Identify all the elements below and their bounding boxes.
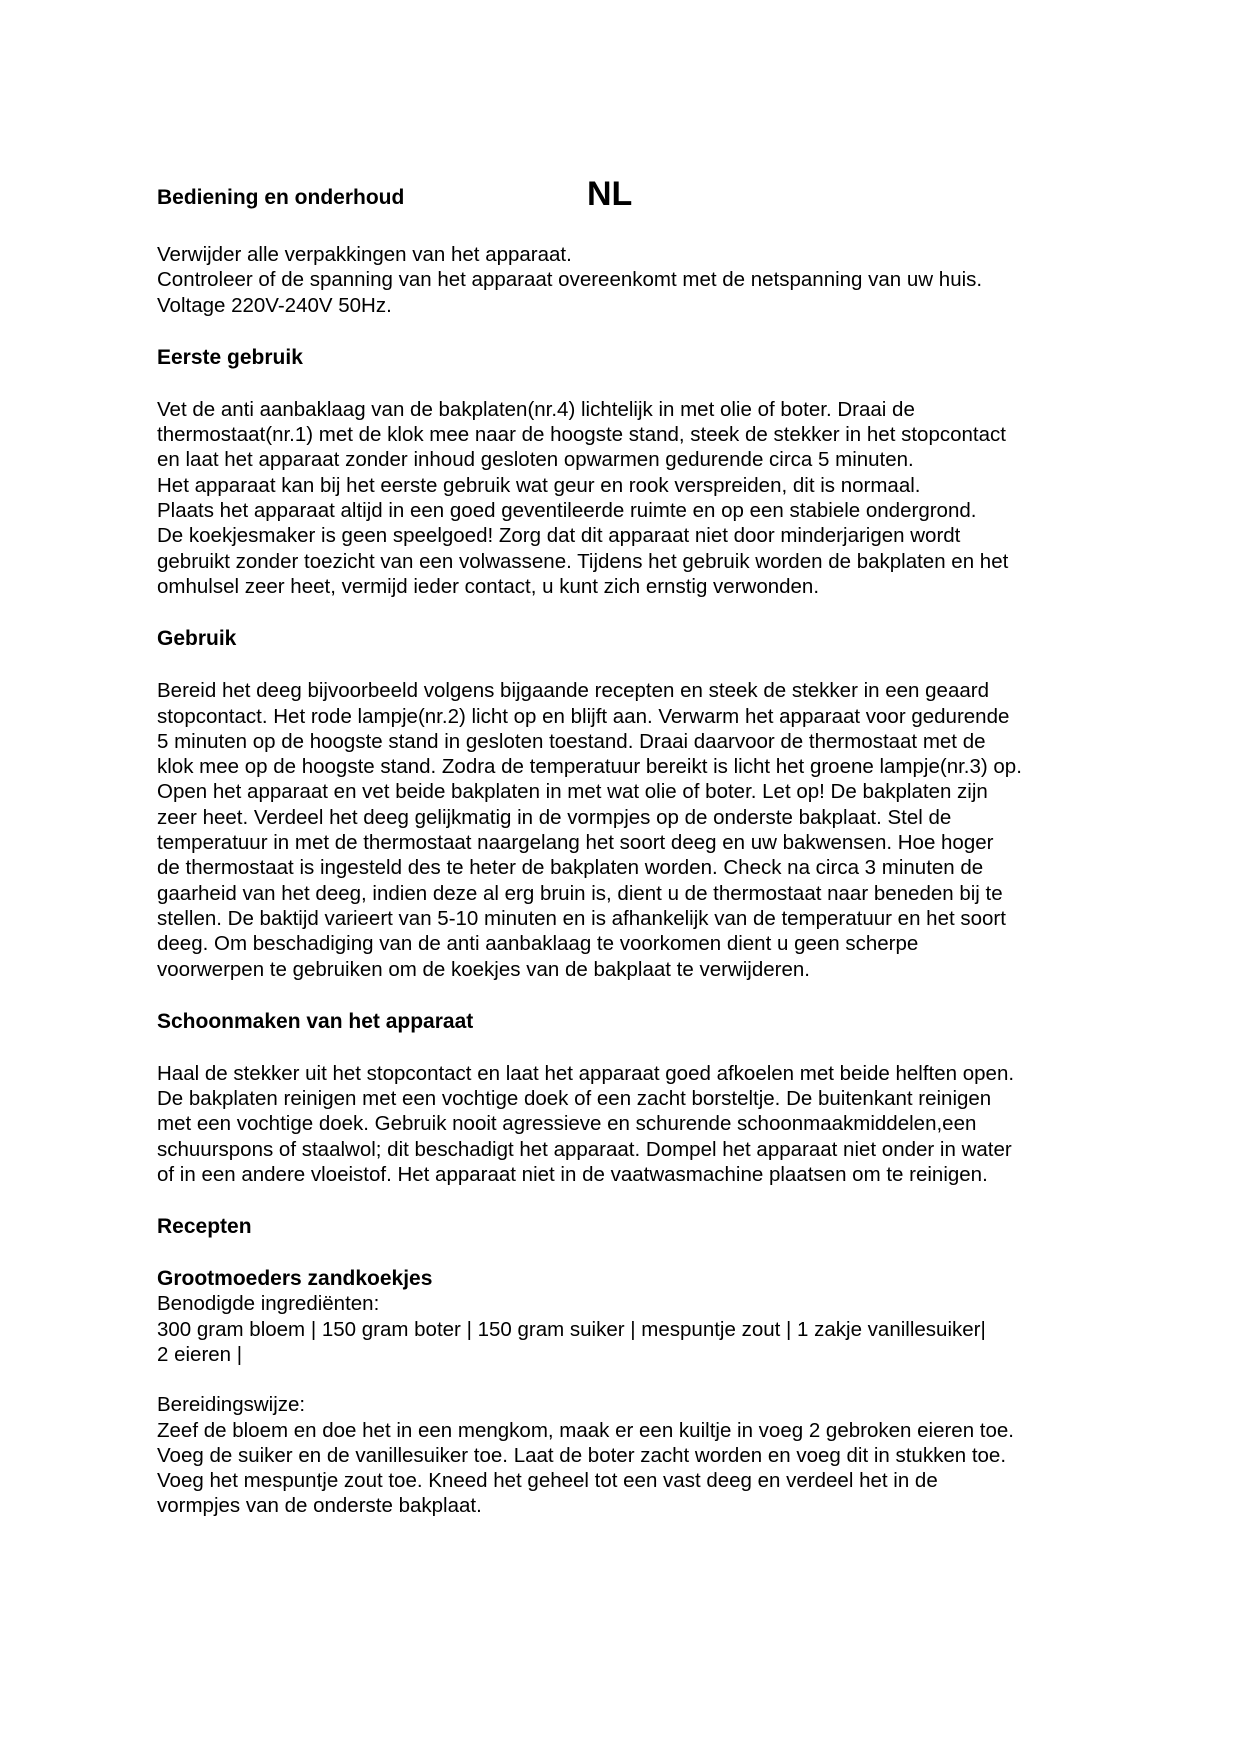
ingredients-label: Benodigde ingrediënten: xyxy=(157,1292,380,1316)
intro-line: Voltage 220V-240V 50Hz. xyxy=(157,293,392,317)
paragraph-line: omhulsel zeer heet, vermijd ieder contact, u kunt zich ernstig verwonden. xyxy=(157,574,820,598)
method-line: Voeg de suiker en de vanillesuiker toe. Laat de boter zacht worden en voeg dit in stukken toe. xyxy=(157,1443,1007,1467)
paragraph-line: temperatuur in met de thermostaat naargelang het soort deeg en uw bakwensen. Hoe hoger xyxy=(157,831,994,855)
paragraph-line: Haal de stekker uit het stopcontact en laat het apparaat goed afkoelen met beide helften open. xyxy=(157,1061,1015,1085)
method-line: Voeg het mespuntje zout toe. Kneed het geheel tot een vast deeg en verdeel het in de xyxy=(157,1469,938,1493)
paragraph-line: klok mee op de hoogste stand. Zodra de temperatuur bereikt is licht het groene lampje(nr.3) op. xyxy=(157,755,1022,779)
paragraph-line: zeer heet. Verdeel het deeg gelijkmatig in de vormpjes op de onderste bakplaat. Stel de xyxy=(157,805,952,829)
paragraph-line: voorwerpen te gebruiken om de koekjes van de bakplaat te verwijderen. xyxy=(157,957,810,981)
paragraph-line: gaarheid van het deeg, indien deze al erg bruin is, dient u de thermostaat naar beneden bij te xyxy=(157,881,1003,905)
recipe-section xyxy=(157,1266,1117,1518)
section-heading-gebruik: Gebruik xyxy=(157,627,237,651)
paragraph-line: thermostaat(nr.1) met de klok mee naar de hoogste stand, steek de stekker in het stopcontact xyxy=(157,423,1006,447)
intro-line: Verwijder alle verpakkingen van het apparaat. xyxy=(157,243,572,266)
ingredients-line: 300 gram bloem | 150 gram boter | 150 gram suiker | mespuntje zout | 1 zakje vanillesuiker| xyxy=(157,1317,986,1341)
paragraph-line: Het apparaat kan bij het eerste gebruik wat geur en rook verspreiden, dit is normaal. xyxy=(157,473,921,497)
language-code: NL xyxy=(587,175,633,213)
paragraph-line: 5 minuten op de hoogste stand in gesloten toestand. Draai daarvoor de thermostaat met de xyxy=(157,729,986,753)
eerste-gebruik-section xyxy=(157,397,1117,599)
paragraph-line: Vet de anti aanbaklaag van de bakplaten(nr.4) lichtelijk in met olie of boter. Draai de xyxy=(157,397,915,421)
method-line: Zeef de bloem en doe het in een mengkom, maak er een kuiltje in voeg 2 gebroken eieren toe. xyxy=(157,1418,1014,1442)
recipe-title: Grootmoeders zandkoekjes xyxy=(157,1267,433,1291)
schoonmaken-section xyxy=(157,1061,1117,1187)
paragraph-line: Bereid het deeg bijvoorbeeld volgens bijgaande recepten en steek de stekker in een geaard xyxy=(157,679,989,703)
paragraph-line: en laat het apparaat zonder inhoud gesloten opwarmen gedurende circa 5 minuten. xyxy=(157,448,914,472)
method-line: vormpjes van de onderste bakplaat. xyxy=(157,1494,482,1518)
paragraph-line: de thermostaat is ingesteld des te heter de bakplaten worden. Check na circa 3 minuten de xyxy=(157,856,984,880)
gebruik-section xyxy=(157,678,1117,982)
ingredients-line: 2 eieren | xyxy=(157,1342,243,1366)
section-heading-eerste-gebruik: Eerste gebruik xyxy=(157,345,303,369)
intro-line: Controleer of de spanning van het apparaat overeenkomt met de netspanning van uw huis. xyxy=(157,268,983,292)
paragraph-line: met een vochtige doek. Gebruik nooit agressieve en schurende schoonmaakmiddelen,een xyxy=(157,1112,977,1136)
page-title: Bediening en onderhoud xyxy=(157,186,405,209)
paragraph-line: Open het apparaat en vet beide bakplaten in met wat olie of boter. Let op! De bakplaten zijn xyxy=(157,780,988,804)
method-label: Bereidingswijze: xyxy=(157,1393,306,1417)
paragraph-line: Plaats het apparaat altijd in een goed geventileerde ruimte en op een stabiele ondergrond. xyxy=(157,499,977,523)
document-body xyxy=(157,242,1117,1519)
paragraph-line: stopcontact. Het rode lampje(nr.2) licht op en blijft aan. Verwarm het apparaat voor gedurende xyxy=(157,704,1010,728)
paragraph-line: of in een andere vloeistof. Het apparaat niet in de vaatwasmachine plaatsen om te reinigen. xyxy=(157,1163,988,1187)
page-header xyxy=(157,175,857,228)
section-heading-recepten: Recepten xyxy=(157,1215,252,1239)
section-heading-schoonmaken: Schoonmaken van het apparaat xyxy=(157,1009,474,1033)
paragraph-line: De koekjesmaker is geen speelgoed! Zorg dat dit apparaat niet door minderjarigen wordt xyxy=(157,524,961,548)
paragraph-line: schuurspons of staalwol; dit beschadigt het apparaat. Dompel het apparaat niet onder in water xyxy=(157,1137,1012,1161)
paragraph-line: deeg. Om beschadiging van de anti aanbaklaag te voorkomen dient u geen scherpe xyxy=(157,932,919,956)
paragraph-line: gebruikt zonder toezicht van een volwassene. Tijdens het gebruik worden de bakplaten en het xyxy=(157,549,1009,573)
paragraph-line: De bakplaten reinigen met een vochtige doek of een zacht borsteltje. De buitenkant reinigen xyxy=(157,1087,992,1111)
intro-section xyxy=(157,242,1117,318)
paragraph-line: stellen. De baktijd varieert van 5-10 minuten en is afhankelijk van de temperatuur en het soort xyxy=(157,906,1006,930)
